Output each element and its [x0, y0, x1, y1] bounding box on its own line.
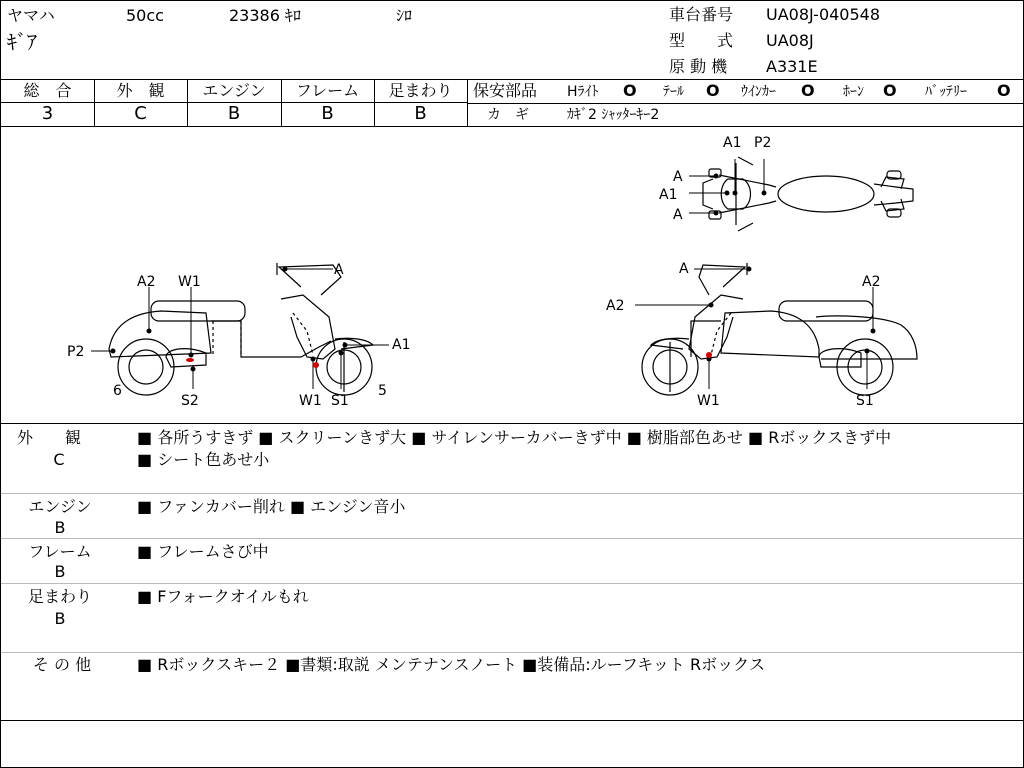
top-label-p2: P2	[754, 135, 772, 151]
safety-item-battery: ﾊﾞｯﾃﾘｰ	[925, 84, 967, 100]
safety-item-taillight: ﾃｰﾙ	[663, 84, 684, 100]
engine-score-label: エンジン	[202, 81, 266, 100]
right-label-s1: S1	[856, 393, 874, 409]
right-label-a: A	[679, 261, 689, 277]
frame-number: UA08J-040548	[766, 5, 881, 24]
frame-score: B	[321, 103, 334, 124]
remark-suspension-grade: B	[54, 609, 66, 628]
top-label-a1: A1	[723, 135, 742, 151]
divider	[1, 652, 1023, 653]
engine-score: B	[227, 103, 241, 124]
safety-item-headlight: Hﾗｲﾄ	[567, 84, 599, 100]
remark-suspension-line: ■ Fフォークオイルもれ	[137, 587, 309, 606]
suspension-score: B	[414, 103, 427, 124]
remark-engine-label: エンジン	[28, 497, 92, 516]
remark-exterior-label: 外 観	[16, 428, 81, 447]
left-label-5: 5	[378, 383, 387, 399]
remark-exterior-line: ■ シート色あせ小	[137, 450, 270, 469]
remark-other-label: そ の 他	[32, 655, 92, 674]
exterior-score-label: 外 観	[116, 81, 165, 100]
remark-exterior-grade: C	[53, 450, 65, 469]
mileage: 23386 ｷﾛ	[229, 6, 301, 25]
safety-item-winker: ｳｲﾝｶｰ	[741, 84, 776, 100]
divider	[1, 79, 1023, 80]
overall-score-label: 総 合	[23, 81, 72, 100]
remark-suspension-label: 足まわり	[27, 587, 92, 606]
divider	[1, 720, 1023, 721]
right-label-a2-right: A2	[862, 274, 881, 290]
displacement: 50cc	[126, 6, 164, 25]
remark-frame-grade: B	[54, 562, 66, 581]
left-label-p2: P2	[67, 344, 85, 360]
model-name: ｷﾞｱ	[7, 30, 37, 54]
safety-parts-label: 保安部品	[473, 81, 538, 100]
left-label-w1-bottom: W1	[299, 393, 322, 409]
top-label-a1-left: A1	[659, 187, 678, 203]
right-label-a2-left: A2	[606, 298, 625, 314]
remark-exterior-line: ■ 各所うすきず ■ スクリーンきず大 ■ サイレンサーカバーきず中 ■ 樹脂部色あせ ■ Rボックスきず中	[137, 428, 892, 447]
key-label: カ ギ	[487, 107, 529, 123]
left-label-a: A	[334, 262, 344, 278]
remark-other-line: ■ Rボックスキー２ ■書類:取説 メンテナンスノート ■装備品:ルーフキット Rボックス	[137, 655, 765, 674]
safety-mark-battery: O	[997, 81, 1011, 100]
safety-mark-horn: O	[883, 81, 897, 100]
overall-score: 3	[41, 103, 54, 124]
top-view-markers	[689, 159, 766, 215]
divider	[1, 583, 1023, 584]
frame-number-label: 車台番号	[669, 5, 734, 24]
divider	[1, 538, 1023, 539]
key-value: ｶｷﾞ2 ｼｬｯﾀｰｷｰ2	[567, 107, 660, 123]
left-label-s1: S1	[331, 393, 349, 409]
remark-frame-label: フレーム	[28, 542, 92, 561]
suspension-score-label: 足まわり	[388, 81, 453, 100]
top-label-a-upper: A	[673, 169, 683, 185]
exterior-score: C	[134, 103, 147, 124]
model-type-label: 型 式	[669, 31, 734, 50]
remark-engine-line: ■ ファンカバー削れ ■ エンジン音小	[137, 497, 406, 516]
safety-mark-headlight: O	[623, 81, 637, 100]
right-label-w1: W1	[697, 393, 720, 409]
right-view-markers	[635, 267, 875, 389]
engine-model-label: 原 動 機	[669, 57, 728, 76]
left-label-6: 6	[113, 383, 122, 399]
model-type: UA08J	[766, 31, 814, 50]
body-color: ｼﾛ	[396, 6, 413, 25]
divider	[1, 423, 1023, 424]
top-label-a-lower: A	[673, 207, 683, 223]
remark-engine-grade: B	[54, 518, 66, 537]
damage-diagram	[1, 127, 1023, 423]
left-label-w1-top: W1	[178, 274, 201, 290]
frame-score-label: フレーム	[295, 81, 360, 100]
remark-frame-line: ■ フレームさび中	[137, 542, 269, 561]
maker: ヤマハ	[7, 6, 55, 25]
left-label-a1: A1	[392, 337, 411, 353]
left-label-a2: A2	[137, 274, 156, 290]
safety-mark-taillight: O	[706, 81, 720, 100]
safety-mark-winker: O	[801, 81, 815, 100]
divider	[467, 103, 1023, 104]
left-label-s2: S2	[181, 393, 199, 409]
safety-item-horn: ﾎｰﾝ	[843, 84, 864, 100]
divider	[1, 493, 1023, 494]
engine-model: A331E	[766, 57, 818, 76]
divider	[467, 79, 468, 126]
